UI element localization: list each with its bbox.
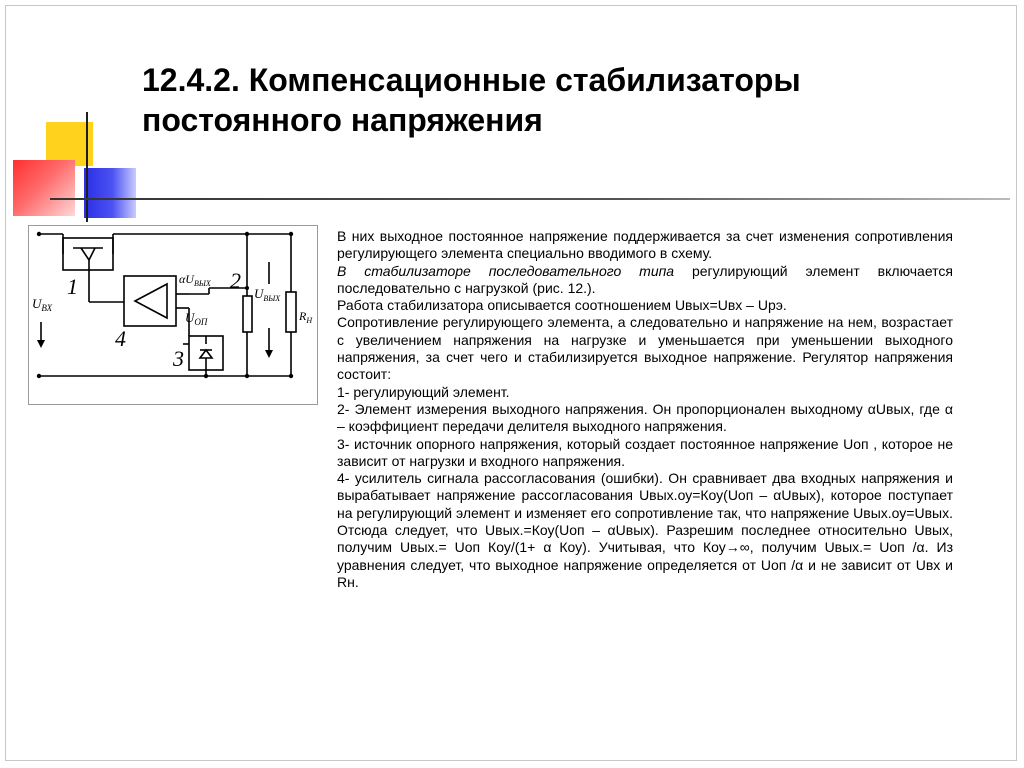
uop-U: U — [185, 310, 195, 325]
a-uvyx-label — [179, 272, 212, 288]
decor-horizontal-line — [50, 198, 1010, 200]
uvx-sub: ВХ — [41, 303, 53, 313]
a-uvyx-sub: ВЫХ — [193, 279, 211, 288]
circuit-diagram — [28, 225, 318, 405]
uvyx-label — [254, 286, 281, 303]
title-line-2: постоянного напряжения — [142, 102, 543, 138]
body-text — [337, 228, 953, 591]
uop-sub: ОП — [194, 317, 208, 327]
label-3: 3 — [173, 346, 184, 371]
paragraph-4: Сопротивление регулирующего элемента, а следовательно и напряжение на нем, возрастает с увеличением напряжения на нагрузке и уменьшается при уменьшении выходного напряжения, за счет чего и стабилизируется выходное напряжение. Регулятор напряжения состоит: — [337, 314, 953, 383]
uvyx-U: U — [254, 286, 264, 301]
paragraph-2-rest: регулирующий элемент включается последовательно с нагрузкой (рис. 12.). — [337, 262, 953, 296]
paragraph-6: 2- Элемент измерения выходного напряжения. Он пропорционален выходному αUвых, где α – коэффициент передачи делителя выходного напряжения. — [337, 400, 953, 435]
label-4: 4 — [115, 326, 126, 351]
paragraph-5: 1- регулирующий элемент. — [337, 383, 510, 400]
uvx-label — [32, 296, 53, 313]
paragraph-2 — [337, 263, 953, 298]
decor-vertical-line — [86, 112, 88, 222]
rn-sub: Н — [306, 316, 313, 325]
uvyx-sub: ВЫХ — [263, 294, 281, 303]
label-2: 2 — [230, 268, 241, 293]
a-uvyx-prefix: αU — [179, 272, 194, 286]
paragraph-1: В них выходное постоянное напряжение поддерживается за счет изменения сопротивления регулирующего элемента специально вводимого в схему. — [337, 228, 953, 262]
title-line-1: 12.4.2. Компенсационные стабилизаторы — [142, 62, 801, 98]
paragraph-2-italic: В стабилизаторе последовательного типа — [337, 262, 675, 279]
rn-label — [298, 309, 313, 325]
label-1: 1 — [67, 274, 78, 299]
paragraph-3: Работа стабилизатора описывается соотношением Uвых=Uвх – Uрэ. — [337, 297, 787, 314]
decor-blue-square — [84, 168, 136, 218]
uvx-U: U — [32, 296, 42, 311]
slide-title — [142, 60, 1002, 140]
circuit-svg — [29, 226, 319, 406]
paragraph-8: 4- усилитель сигнала рассогласования (ошибки). Он сравнивает два входных напряжения и вырабатывает напряжение рассогласования Uвых.оу=Коу(Uоп – αUвых), которое поступает на регулирующий элемент и изменяет его сопротивление так, что напряжение Uвых.оу=Uвых. Отсюда следует, что Uвых.=Коу(Uоп – αUвых). Разрешим последнее относительно Uвых, получим Uвых.= Uоп Коу/(1+ α Коу). Учитывая, что Коу→∞, получим Uвых.= Uоп /α. Из уравнения следует, что выходное напряжение определяется от Uоп /α и не зависит от Uвх и Rн. — [337, 470, 953, 590]
paragraph-7: 3- источник опорного напряжения, который создает постоянное напряжение Uоп , которое не зависит от нагрузки и входного напряжения. — [337, 435, 953, 469]
decor-red-square — [13, 160, 75, 216]
rn-R: R — [299, 309, 307, 323]
uop-label — [185, 310, 208, 327]
